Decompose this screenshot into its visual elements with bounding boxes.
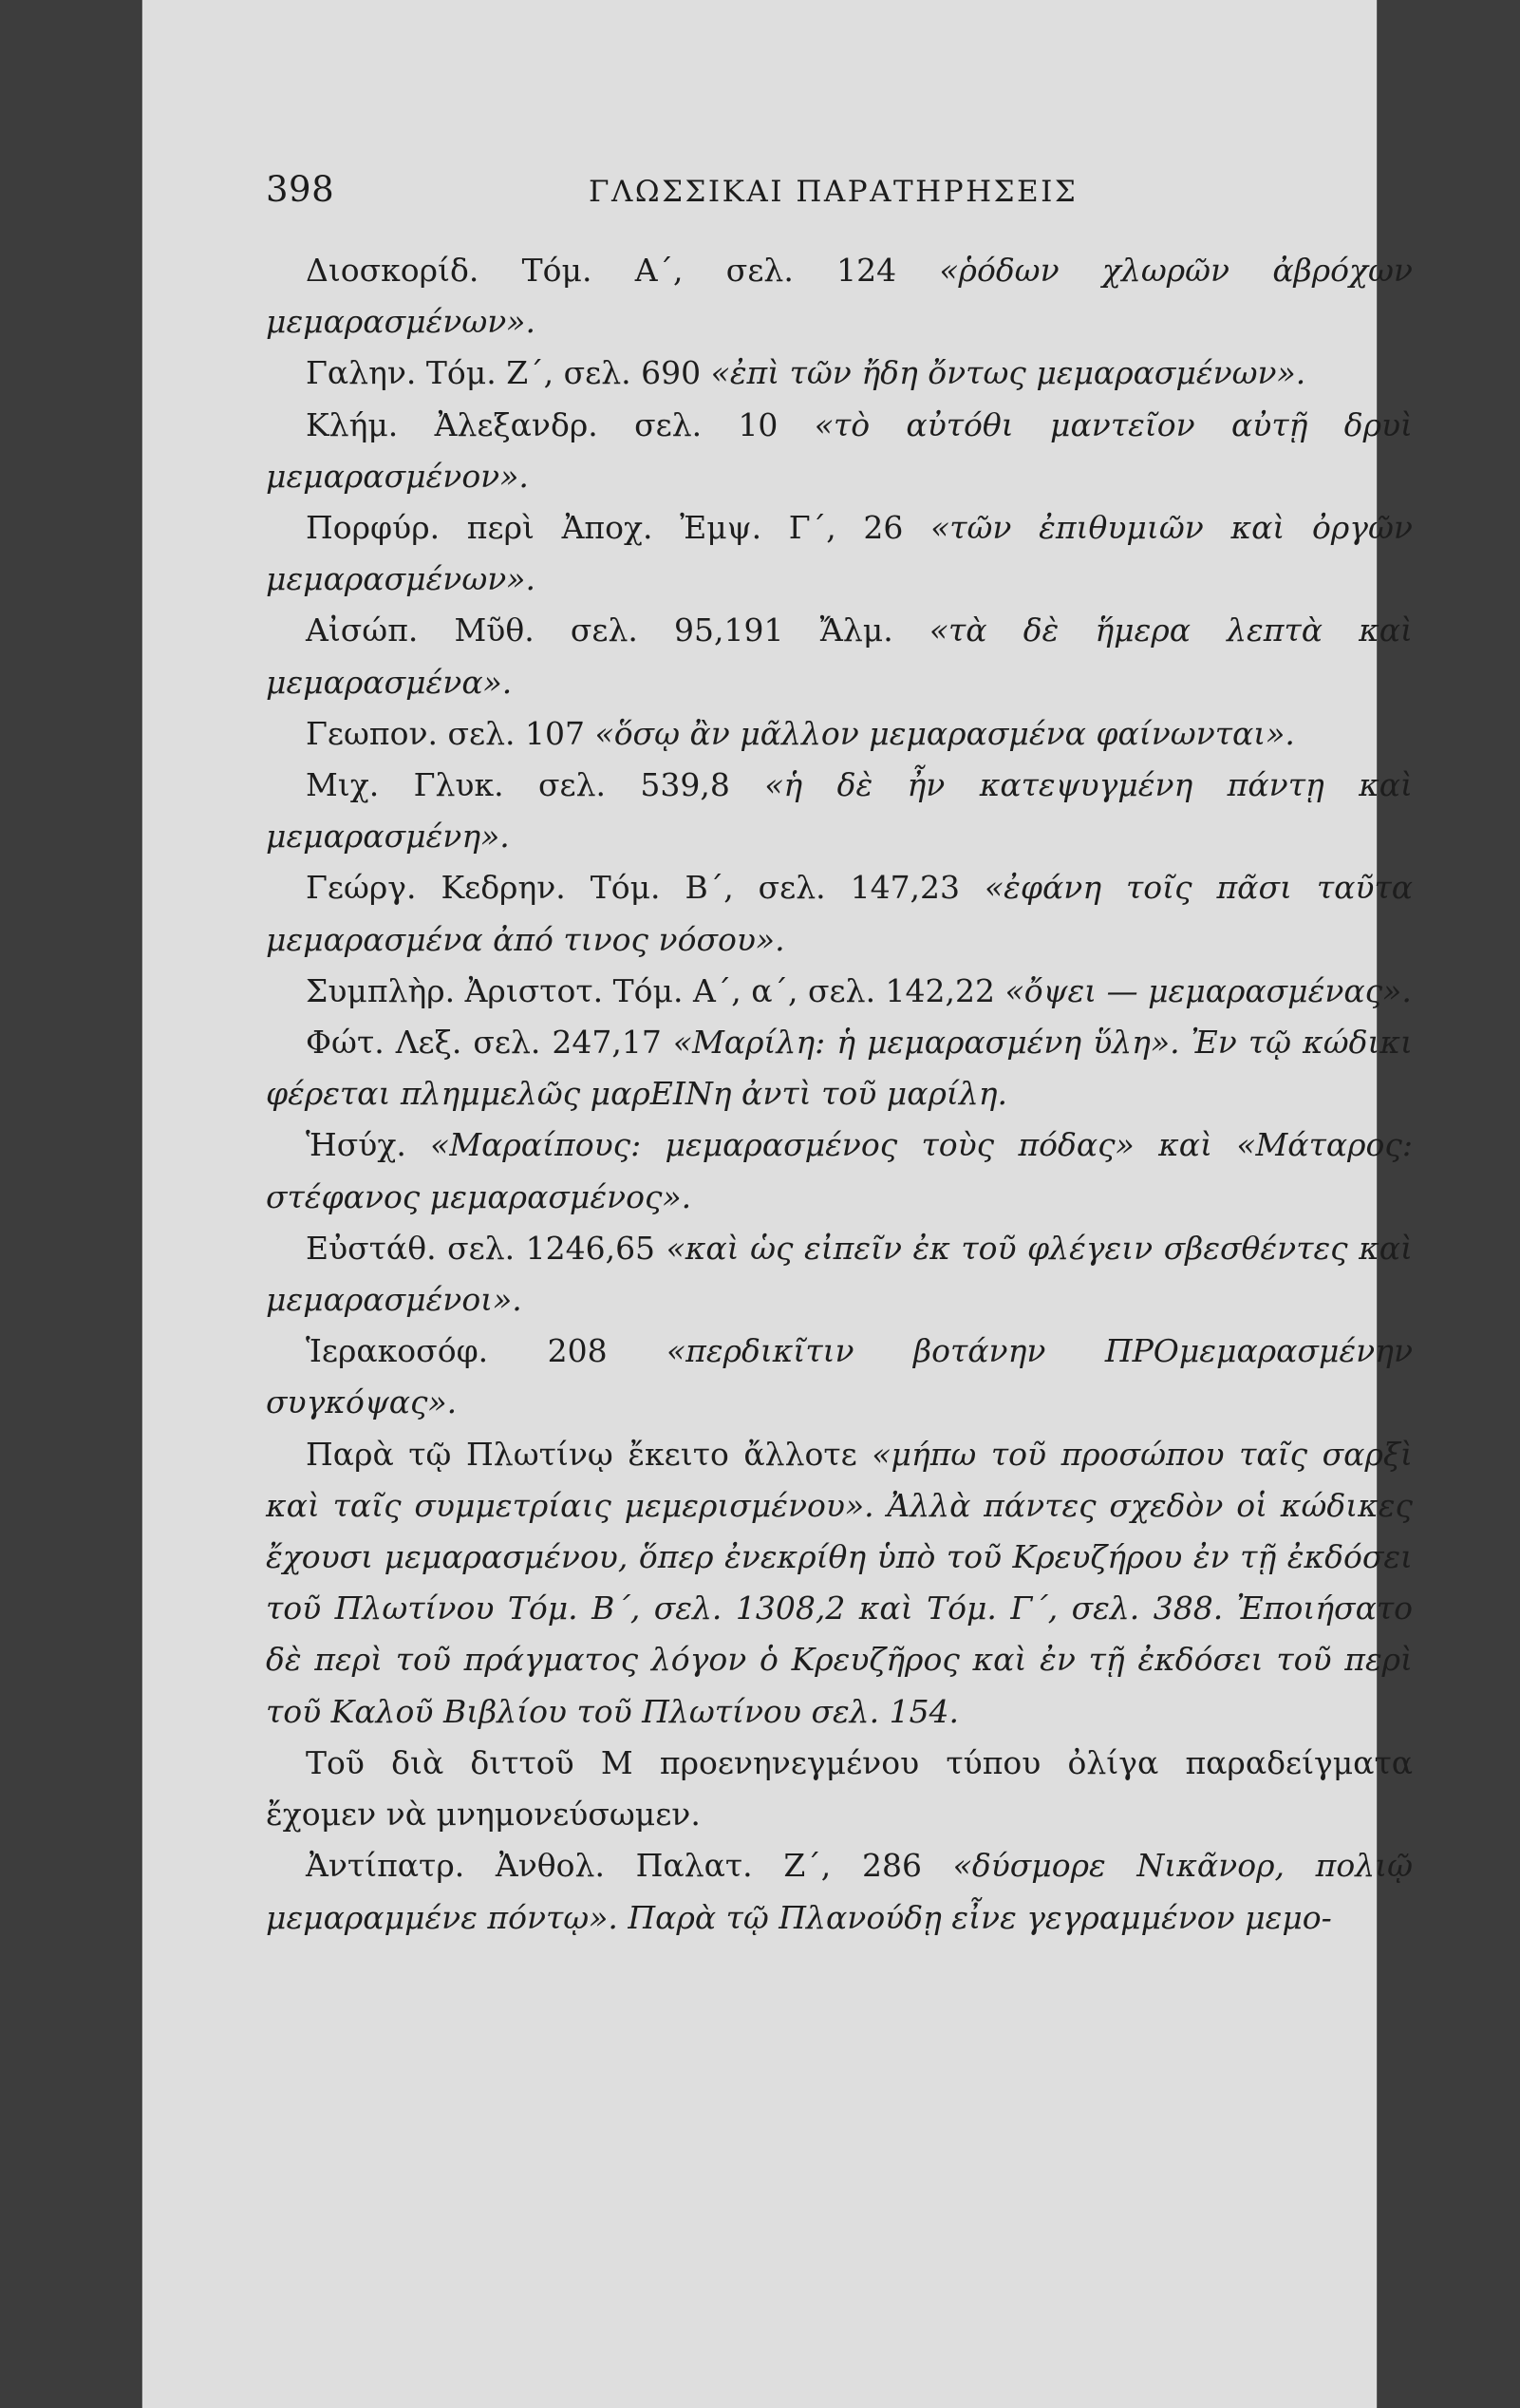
citation-quote: «ῥόδων χλωρῶν ἀβρόχων μεμαρασμένων». [266, 252, 1413, 341]
citation-photius [266, 1017, 1413, 1119]
citation-porphyry [266, 502, 1413, 605]
citation-reference: Συμπλὴρ. Ἀριστοτ. Τόμ. Α΄, α΄, σελ. 142,22 [306, 971, 1005, 1009]
citation-quote: «τὸ αὐτόθι μαντεῖον αὐτῇ δρυὶ μεμαρασμένον». [266, 405, 1413, 495]
citation-quote: «ἡ δὲ ἦν κατεψυγμένη πάντῃ καὶ μεμαρασμένη». [266, 766, 1413, 856]
paragraph-body: «μήπω τοῦ προσώπου ταῖς σαρξὶ καὶ ταῖς συμμετρίαις μεμερισμένου». Ἀλλὰ πάντες σχεδὸν οἱ κώδικες ἔχουσι μεμαρασμένου, ὅπερ ἐνεκρίθη ὑπὸ τοῦ Κρευζήρου ἐν τῇ ἐκδόσει τοῦ Πλωτίνου Τόμ. Β΄, σελ. 1308,2 καὶ Τόμ. Γ΄, σελ. 388. Ἐποιήσατο δὲ περὶ τοῦ πράγματος λόγον ὁ Κρευζῆρος καὶ ἐν τῇ ἐκδόσει τοῦ περὶ τοῦ Καλοῦ Βιβλίου τοῦ Πλωτίνου σελ. 154. [266, 1435, 1413, 1730]
citation-eustathius [266, 1223, 1413, 1326]
page-number: 398 [266, 169, 335, 210]
paragraph-lead: Τοῦ διὰ διττοῦ Μ προενηνεγμένου τύπου ὀλίγα παραδείγματα ἔχομεν νὰ μνημονεύσωμεν. [266, 1743, 1413, 1834]
citation-hesychius [266, 1119, 1413, 1222]
citation-quote: «δύσμορε Νικᾶνορ, πολιῷ μεμαραμμένε πόντῳ». Παρὰ τῷ Πλανούδῃ εἶνε γεγραμμένον μεμο- [266, 1847, 1413, 1936]
citation-hierakosophion [266, 1326, 1413, 1428]
citation-quote: «καὶ ὡς εἰπεῖν ἐκ τοῦ φλέγειν σβεσθέντες καὶ μεμαρασμένοι». [266, 1229, 1413, 1319]
citation-quote: «ὅσῳ ἂν μᾶλλον μεμαρασμένα φαίνωνται». [594, 714, 1295, 752]
citation-reference: Αἰσώπ. Μῦθ. σελ. 95,191 Ἄλμ. [306, 611, 929, 649]
citation-reference: Ἱερακοσόφ. 208 [306, 1332, 666, 1370]
citation-aristotle [266, 966, 1413, 1017]
citation-dioscorides [266, 245, 1413, 348]
citation-kedrenos [266, 862, 1413, 965]
citation-antipater [266, 1840, 1413, 1943]
citation-clement [266, 400, 1413, 502]
paragraph-plotinus [266, 1429, 1413, 1738]
citation-aesop [266, 605, 1413, 707]
citation-quote: «ἐπὶ τῶν ἤδη ὄντως μεμαρασμένων». [710, 354, 1306, 392]
citation-reference: Γεώργ. Κεδρην. Τόμ. Β΄, σελ. 147,23 [306, 869, 985, 907]
book-page [142, 0, 1413, 2408]
citation-reference: Ἡσύχ. [306, 1126, 431, 1164]
citation-reference: Κλήμ. Ἀλεξανδρ. σελ. 10 [306, 405, 815, 443]
paragraph-lead: Παρὰ τῷ Πλωτίνῳ ἔκειτο ἄλλοτε [306, 1435, 873, 1473]
citation-reference: Διοσκορίδ. Τόμ. Α΄, σελ. 124 [306, 252, 940, 289]
running-title: ΓΛΩΣΣΙΚΑΙ ΠΑΡΑΤΗΡΗΣΕΙΣ [589, 175, 1079, 209]
citation-quote: «τῶν ἐπιθυμιῶν καὶ ὀργῶν μεμαρασμένων». [266, 509, 1413, 598]
citation-reference: Γεωπον. σελ. 107 [306, 714, 595, 752]
citation-quote: «περδικῖτιν βοτάνην ΠΡΟμεμαρασμένην συγκόψας». [266, 1332, 1413, 1421]
citation-reference: Ἀντίπατρ. Ἀνθολ. Παλατ. Ζ΄, 286 [306, 1847, 953, 1885]
citation-reference: Γαλην. Τόμ. Ζ΄, σελ. 690 [306, 354, 711, 392]
citation-quote: «ὄψει — μεμαρασμένας». [1004, 971, 1412, 1009]
citation-quote: «ἐφάνη τοῖς πᾶσι ταῦτα μεμαρασμένα ἀπό τινος νόσου». [266, 869, 1413, 958]
page-header [266, 169, 1215, 215]
citation-galen [266, 348, 1413, 399]
paragraph-double-m [266, 1738, 1413, 1840]
body-text [266, 245, 1413, 1944]
citation-quote: «Μαρίλη: ἡ μεμαρασμένη ὕλη». Ἐν τῷ κώδικι φέρεται πλημμελῶς μαρΕΙΝη ἀντὶ τοῦ μαρίλη. [266, 1024, 1413, 1113]
citation-geoponica [266, 708, 1413, 760]
citation-reference: Μιχ. Γλυκ. σελ. 539,8 [306, 766, 765, 804]
citation-reference: Εὐστάθ. σελ. 1246,65 [306, 1229, 666, 1267]
citation-quote: «τὰ δὲ ἥμερα λεπτὰ καὶ μεμαρασμένα». [266, 611, 1413, 701]
citation-quote: «Μαραίπους: μεμαρασμένος τοὺς πόδας» καὶ «Μάταρος: στέφανος μεμαρασμένος». [266, 1126, 1413, 1215]
citation-reference: Φώτ. Λεξ. σελ. 247,17 [306, 1024, 673, 1062]
citation-glykas [266, 760, 1413, 862]
citation-reference: Πορφύρ. περὶ Ἀποχ. Ἐμψ. Γ΄, 26 [306, 509, 931, 547]
